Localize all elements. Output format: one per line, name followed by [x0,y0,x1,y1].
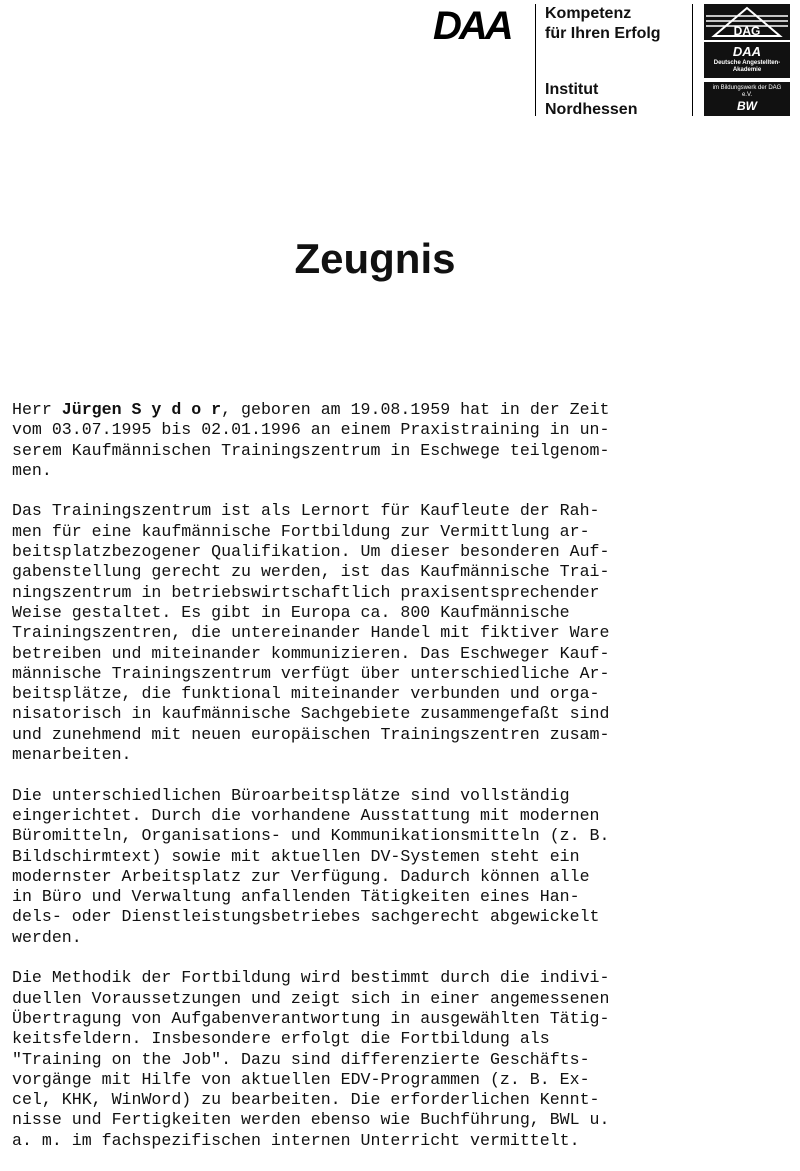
text-line [12,400,792,420]
text-line: dels- oder Dienstleistungsbetriebes sachgerecht abgewickelt [12,907,600,927]
text-line: serem Kaufmännischen Trainingszentrum in Eschwege teilgenom- [12,440,610,460]
text-line: Die unterschiedlichen Büroarbeitsplätze sind vollständig [12,785,570,805]
emblem-bw-logo: BW [737,99,757,113]
text-line: beitsplatzbezogener Qualifikation. Um dieser besonderen Auf- [12,542,610,562]
text-line: "Training on the Job". Dazu sind differenzierte Geschäfts- [12,1049,590,1069]
text-line: nisatorisch in kaufmännische Sachgebiete zusammengefaßt sind [12,704,610,724]
text-line: Weise gestaltet. Es gibt in Europa ca. 800 Kaufmännische [12,602,570,622]
salutation: Herr [12,400,62,419]
emblem-bw-text: im Bildungswerk der DAG e.V. [712,85,782,98]
emblem-daa-subtitle: Deutsche Angestellten-Akademie [713,60,781,73]
text-line: nisse und Fertigkeiten werden ebenso wie Buchführung, BWL u. [12,1110,610,1130]
text-line: Übertragung von Aufgabenverantwortung in ausgewählten Tätig- [12,1008,610,1028]
text-line: keitsfeldern. Insbesondere erfolgt die Fortbildung als [12,1029,550,1049]
text-line: duellen Voraussetzungen und zeigt sich in einer angemessenen [12,988,610,1008]
divider-line [535,4,536,116]
text-line: Die Methodik der Fortbildung wird bestimmt durch die indivi- [12,968,610,988]
person-name: Jürgen S y d o r [61,400,222,419]
daa-academy-block [704,42,790,78]
text-line: und zunehmend mit neuen europäischen Trainingszentren zusam- [12,724,610,744]
text-line: vorgänge mit Hilfe von aktuellen EDV-Programmen (z. B. Ex- [12,1069,590,1089]
institute-line-1: Institut [545,81,599,98]
text-line: männische Trainingszentrum verfügt über unterschiedliche Ar- [12,663,610,683]
text-line: vom 03.07.1995 bis 02.01.1996 an einem Praxistraining in un- [12,420,610,440]
text-line: Das Trainingszentrum ist als Lernort für Kaufleute der Rah- [12,501,600,521]
text-line: eingerichtet. Durch die vorhandene Ausstattung mit modernen [12,805,600,825]
text-line: werden. [12,927,82,947]
text-line-rest: , geboren am 19.08.1959 hat in der Zeit [221,400,610,419]
text-line: Büromitteln, Organisations- und Kommunikationsmitteln (z. B. [12,826,610,846]
document-title: Zeugnis [294,235,456,282]
bildungswerk-block [704,82,790,116]
daa-logo: DAA [433,4,511,48]
text-line: ningszentrum in betriebswirtschaftlich praxisentsprechender [12,582,600,602]
document-body [12,400,792,1171]
text-line: betreiben und miteinander kommunizieren. Das Eschweger Kauf- [12,643,610,663]
tagline-line-1: Kompetenz [545,5,632,22]
text-line: men. [12,460,52,480]
text-line: in Büro und Verwaltung anfallenden Tätigkeiten eines Han- [12,887,580,907]
emblem-daa-title: DAA [732,44,762,59]
dag-emblem-top [704,4,790,40]
tagline-line-2: für Ihren Erfolg [545,25,661,42]
paragraph-2 [12,501,792,765]
dag-label: DAG [733,24,761,38]
text-line: menarbeiten. [12,745,132,765]
text-line: modernster Arbeitsplatz zur Verfügung. Dadurch können alle [12,866,590,886]
institute-line-2: Nordhessen [545,101,638,118]
text-line: Trainingszentren, die untereinander Handel mit fiktiver Ware [12,623,610,643]
paragraph-4 [12,968,792,1151]
text-line: men für eine kaufmännische Fortbildung zur Vermittlung ar- [12,521,590,541]
text-line: gabenstellung gerecht zu werden, ist das Kaufmännische Trai- [12,562,610,582]
text-line: beitsplätze, die funktional miteinander verbunden und orga- [12,684,600,704]
dag-emblem [704,4,790,116]
divider-line [692,4,693,116]
dag-triangle-icon [704,4,790,40]
paragraph-1 [12,400,792,481]
text-line: a. m. im fachspezifischen internen Unterricht vermittelt. [12,1130,580,1150]
text-line: Bildschirmtext) sowie mit aktuellen DV-Systemen steht ein [12,846,580,866]
text-line: cel, KHK, WinWord) zu bearbeiten. Die erforderlichen Kennt- [12,1090,600,1110]
letterhead [0,0,800,130]
paragraph-3 [12,786,792,948]
